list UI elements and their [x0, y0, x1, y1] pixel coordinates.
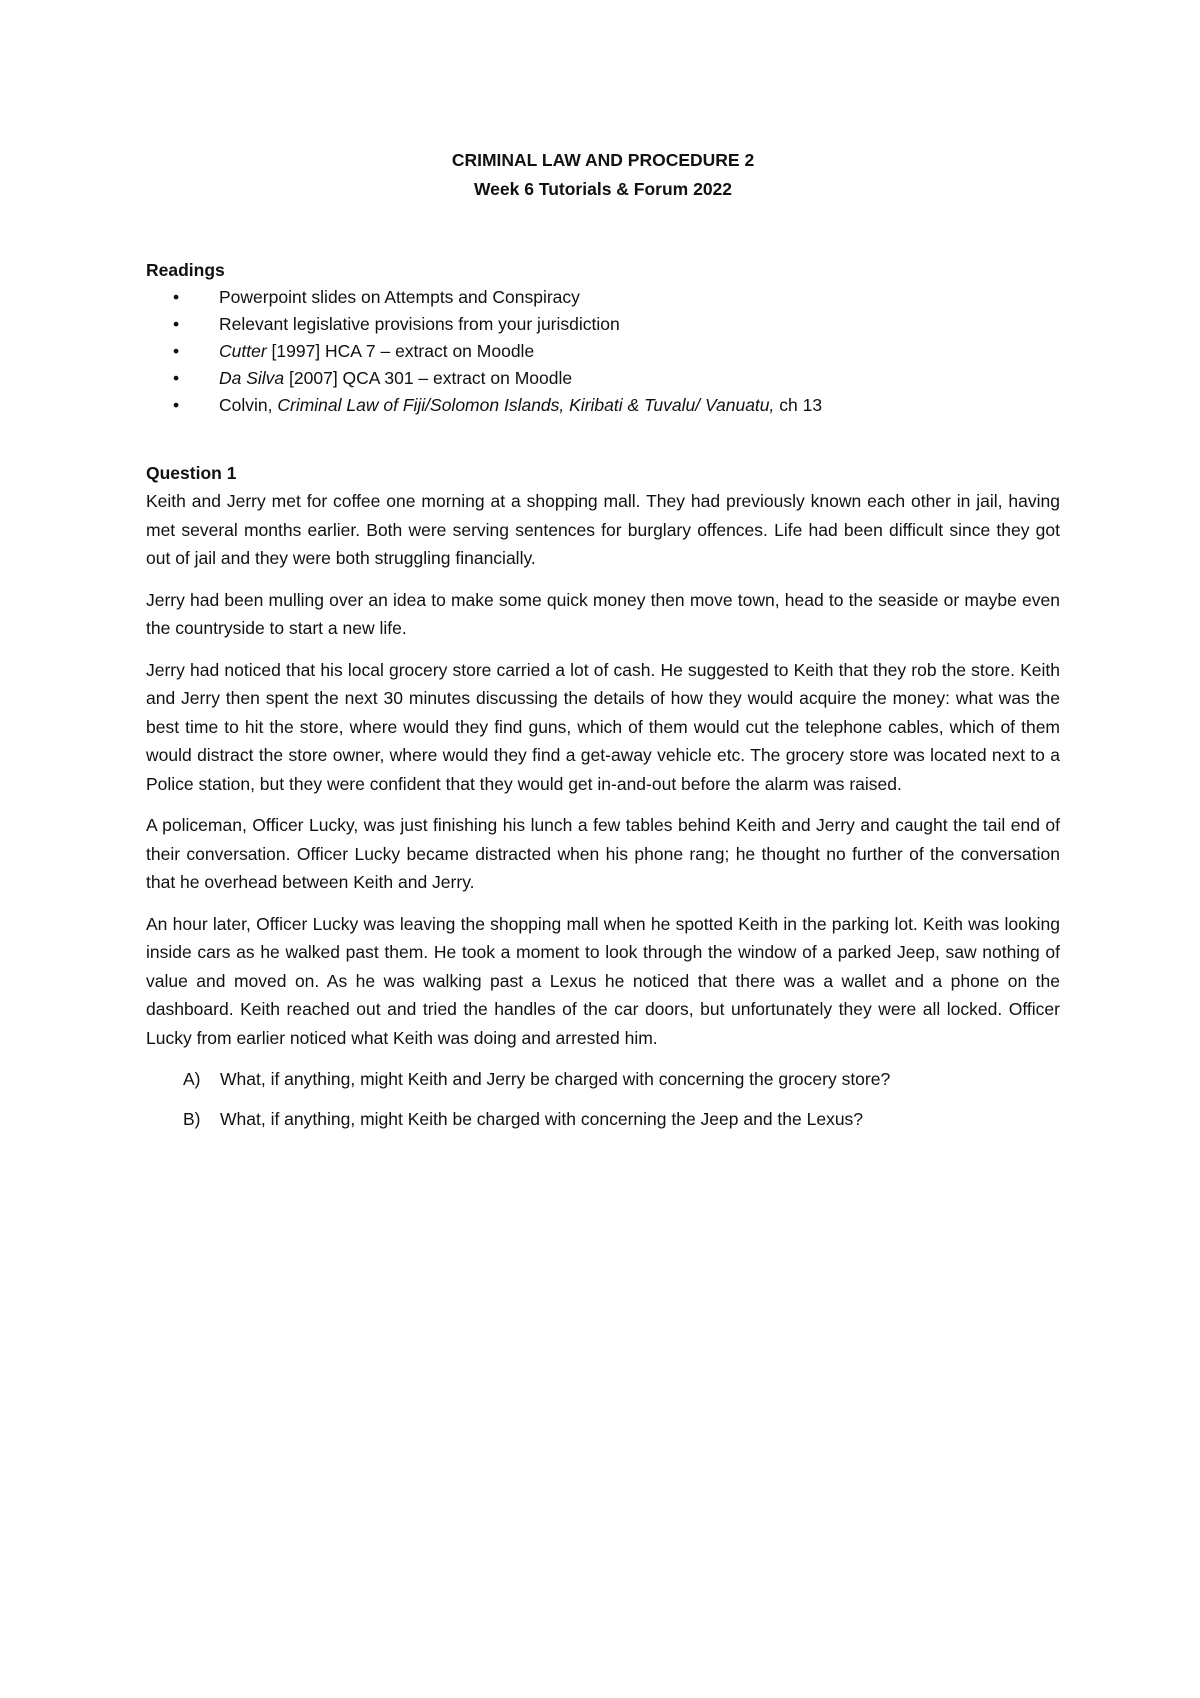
reading-citation: [2007] QCA 301 – extract on Moodle: [284, 368, 573, 388]
scenario-paragraph: Jerry had been mulling over an idea to make some quick money then move town, head to the seaside or maybe even the countryside to start a new life.: [146, 589, 1060, 638]
reading-chapter: ch 13: [774, 395, 823, 415]
scenario-paragraph: Jerry had noticed that his local grocery store carried a lot of cash. He suggested to Keith that they rob the store. Keith and Jerry then spent the next 30 minutes discussing the details of how they would acquire the money: what was the best time to hit the store, where would they find guns, which of them would cut the telephone cables, which of them would distract the store owner, where would they find a get-away vehicle etc. The grocery store was located next to a Police station, but they were confident that they would get in-and-out before the alarm was raised.: [146, 659, 1060, 794]
question-item: [146, 1065, 1060, 1093]
case-name: Da Silva: [219, 368, 285, 388]
reading-item: [146, 284, 1060, 311]
question-list: [146, 1065, 1060, 1133]
reading-item: [146, 365, 1060, 392]
reading-text: Relevant legislative provisions from your jurisdiction: [219, 314, 620, 334]
scenario-paragraph: A policeman, Officer Lucky, was just finishing his lunch a few tables behind Keith and Jerry and caught the tail end of their conversation. Officer Lucky became distracted when his phone rang; he thought no further of the conversation that he overhead between Keith and Jerry.: [146, 815, 1060, 892]
document-subtitle: Week 6 Tutorials & Forum 2022: [473, 179, 733, 199]
question-text: What, if anything, might Keith be charged with concerning the Jeep and the Lexus?: [220, 1109, 864, 1129]
question-item: [146, 1105, 1060, 1133]
reading-citation: [1997] HCA 7 – extract on Moodle: [266, 341, 535, 361]
reading-item: [146, 338, 1060, 365]
scenario-paragraph: Keith and Jerry met for coffee one morning at a shopping mall. They had previously known each other in jail, having met several months earlier. Both were serving sentences for burglary offences. Life had been difficult since they got out of jail and they were both struggling financially.: [146, 491, 1060, 568]
bullet-icon: •: [173, 287, 180, 307]
question-marker: B): [183, 1109, 201, 1129]
readings-heading: Readings: [146, 260, 225, 280]
readings-list: [146, 284, 1060, 419]
bullet-icon: •: [173, 314, 180, 334]
bullet-icon: •: [173, 395, 180, 415]
case-name: Cutter: [219, 341, 267, 361]
reading-item: [146, 311, 1060, 338]
document-title: CRIMINAL LAW AND PROCEDURE 2: [451, 150, 755, 170]
bullet-icon: •: [173, 341, 180, 361]
reading-text: Powerpoint slides on Attempts and Conspiracy: [219, 287, 580, 307]
book-title: Criminal Law of Fiji/Solomon Islands, Kiribati & Tuvalu/ Vanuatu,: [277, 395, 775, 415]
scenario-paragraph: An hour later, Officer Lucky was leaving the shopping mall when he spotted Keith in the parking lot. Keith was looking inside cars as he walked past them. He took a moment to look through the window of a parked Jeep, saw nothing of value and moved on. As he was walking past a Lexus he noticed that there was a wallet and a phone on the dashboard. Keith reached out and tried the handles of the car doors, but unfortunately they were all locked. Officer Lucky from earlier noticed what Keith was doing and arrested him.: [146, 913, 1060, 1048]
question-marker: A): [183, 1069, 201, 1089]
bullet-icon: •: [173, 368, 180, 388]
question-text: What, if anything, might Keith and Jerry be charged with concerning the grocery store?: [220, 1069, 891, 1089]
question-heading: Question 1: [146, 463, 237, 483]
reading-author: Colvin,: [219, 395, 278, 415]
reading-item: [146, 392, 1060, 419]
